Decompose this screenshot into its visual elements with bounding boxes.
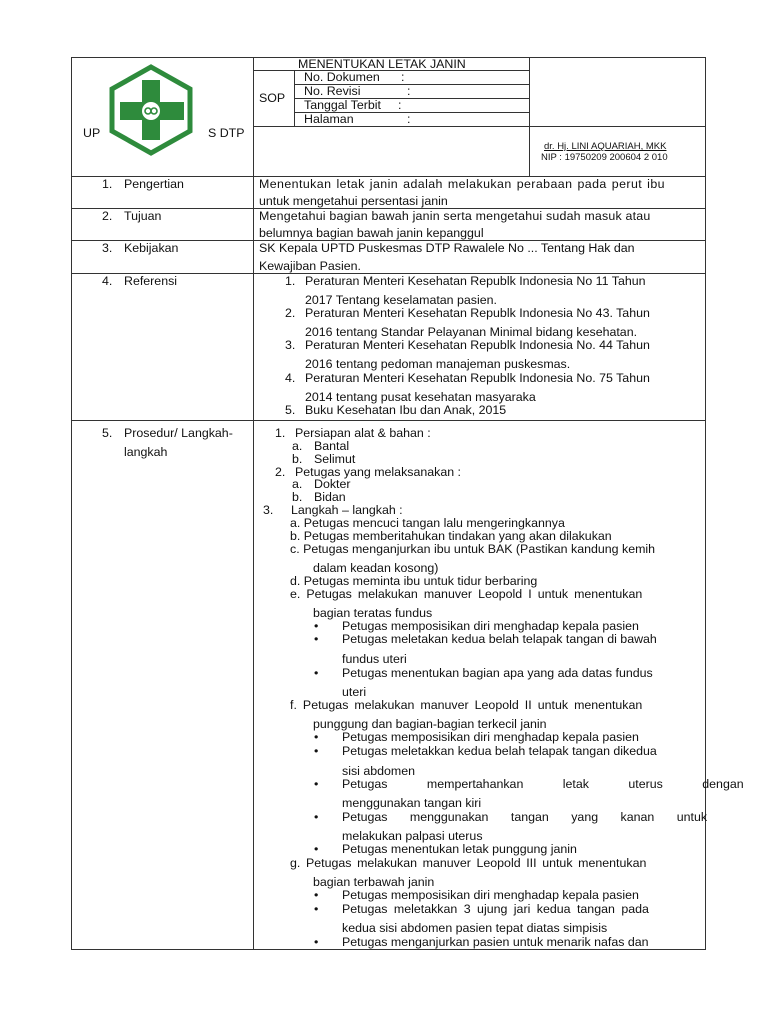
tujuan-text: belumnya bagian bawah janin kepanggul — [259, 226, 484, 240]
bullet-text: Petugas menganjurkan pasien untuk menarik nafas dan — [342, 935, 649, 949]
step-heading: Langkah – langkah : — [291, 503, 403, 517]
pengertian-text: untuk mengetahui persentasi janin — [259, 194, 448, 208]
section-label-referensi: Referensi — [124, 274, 178, 288]
pengertian-text: Menentukan letak janin adalah melakukan perabaan pada perut ibu — [259, 177, 665, 191]
institution-name-right: S DTP — [208, 126, 245, 140]
section-label-kebijakan: Kebijakan — [124, 241, 179, 255]
reference-number: 4. — [285, 371, 296, 385]
bullet-icon: • — [314, 632, 319, 646]
section-label-pengertian: Pengertian — [124, 177, 184, 191]
health-cross-logo-icon — [106, 64, 196, 156]
bullet-text: Petugas menentukan bagian apa yang ada datas fundus — [342, 666, 653, 680]
bullet-text: Petugas memposisikan diri menghadap kepala pasien — [342, 730, 639, 744]
reference-item: Peraturan Menteri Kesehatan Republk Indonesia No. 75 Tahun — [305, 371, 650, 385]
bullet-icon: • — [314, 777, 319, 791]
bullet-icon: • — [314, 902, 319, 916]
bullet-text: Petugas menentukan letak punggung janin — [342, 842, 577, 856]
reference-number: 1. — [285, 274, 296, 288]
bullet-icon: • — [314, 888, 319, 902]
substep-text: g. Petugas melakukan manuver Leopold III untuk menentukan — [290, 856, 647, 870]
signer-nip: NIP : 19750209 200604 2 010 — [541, 152, 668, 163]
reference-number: 3. — [285, 338, 296, 352]
substep-text: Selimut — [314, 452, 356, 466]
institution-name-left: UP — [83, 126, 101, 140]
section-number: 4. — [102, 274, 113, 288]
bullet-text: Petugas memposisikan diri menghadap kepala pasien — [342, 888, 639, 902]
bullet-text: Petugas mempertahankan letak uterus dengan — [342, 777, 744, 791]
bullet-text: Petugas meletakan kedua belah telapak tangan di bawah — [342, 632, 657, 646]
step-number: 2. — [275, 465, 286, 479]
bullet-icon: • — [314, 810, 319, 824]
section-number: 5. — [102, 426, 113, 440]
kebijakan-text: SK Kepala UPTD Puskesmas DTP Rawalele No ... Tentang Hak dan — [259, 241, 635, 255]
substep-text: dalam keadan kosong) — [313, 561, 439, 575]
substep-letter: a. — [292, 439, 303, 453]
reference-number: 5. — [285, 403, 296, 417]
kebijakan-text: Kewajiban Pasien. — [259, 259, 361, 273]
reference-item: 2014 tentang pusat kesehatan masyaraka — [305, 390, 536, 404]
section-label-prosedur: Prosedur/ Langkah- — [124, 426, 233, 440]
signer-name: dr. Hj. LINI AQUARIAH, MKK — [544, 141, 667, 152]
substep-text: punggung dan bagian-bagian terkecil janin — [313, 717, 547, 731]
substep-letter: b. — [292, 452, 303, 466]
field-no-dokumen: No. Dokumen — [304, 70, 380, 84]
substep-letter: a. — [292, 477, 303, 491]
substep-text: d. Petugas meminta ibu untuk tidur berbaring — [290, 574, 538, 588]
bullet-text: Petugas menggunakan tangan yang kanan untuk — [342, 810, 708, 824]
substep-text: e. Petugas melakukan manuver Leopold I untuk menentukan — [290, 587, 643, 601]
sop-label: SOP — [259, 91, 286, 105]
bullet-icon: • — [314, 730, 319, 744]
bullet-text: Petugas memposisikan diri menghadap kepala pasien — [342, 619, 639, 633]
document-title: MENENTUKAN LETAK JANIN — [298, 57, 466, 71]
field-halaman: Halaman — [304, 112, 354, 126]
step-heading: Petugas yang melaksanakan : — [295, 465, 462, 479]
bullet-icon: • — [314, 935, 319, 949]
field-halaman-colon: : — [407, 112, 411, 126]
substep-text: Dokter — [314, 477, 351, 491]
bullet-icon: • — [314, 744, 319, 758]
bullet-text: Petugas meletakkan kedua belah telapak tangan dikedua — [342, 744, 657, 758]
substep-letter: b. — [292, 490, 303, 504]
field-tanggal-terbit: Tanggal Terbit — [304, 98, 381, 112]
bullet-icon: • — [314, 842, 319, 856]
reference-item: 2017 Tentang keselamatan pasien. — [305, 293, 497, 307]
reference-item: 2016 tentang pedoman manajeman puskesmas. — [305, 357, 571, 371]
substep-text: bagian terbawah janin — [313, 875, 435, 889]
bullet-text: melakukan palpasi uterus — [342, 829, 483, 843]
section-number: 3. — [102, 241, 113, 255]
reference-item: 2016 tentang Standar Pelayanan Minimal bidang kesehatan. — [305, 325, 638, 339]
bullet-text: fundus uteri — [342, 652, 407, 666]
reference-item: Peraturan Menteri Kesehatan Republk Indonesia No 43. Tahun — [305, 306, 650, 320]
field-tanggal-terbit-colon: : — [398, 98, 402, 112]
reference-item: Buku Kesehatan Ibu dan Anak, 2015 — [305, 403, 507, 417]
bullet-text: uteri — [342, 685, 367, 699]
field-no-revisi: No. Revisi — [304, 84, 361, 98]
bullet-text: kedua sisi abdomen pasien tepat diatas simpisis — [342, 921, 608, 935]
substep-text: b. Petugas memberitahukan tindakan yang akan dilakukan — [290, 529, 612, 543]
reference-item: Peraturan Menteri Kesehatan Republk Indonesia No 11 Tahun — [305, 274, 646, 288]
bullet-icon: • — [314, 619, 319, 633]
bullet-text: Petugas meletakkan 3 ujung jari kedua tangan pada — [342, 902, 649, 916]
field-no-dokumen-colon: : — [401, 70, 405, 84]
bullet-icon: • — [314, 666, 319, 680]
reference-number: 2. — [285, 306, 296, 320]
bullet-text: sisi abdomen — [342, 764, 416, 778]
field-no-revisi-colon: : — [407, 84, 411, 98]
substep-text: Bidan — [314, 490, 346, 504]
bullet-text: menggunakan tangan kiri — [342, 796, 482, 810]
tujuan-text: Mengetahui bagian bawah janin serta mengetahui sudah masuk atau — [259, 209, 651, 223]
section-label-tujuan: Tujuan — [124, 209, 162, 223]
substep-text: f. Petugas melakukan manuver Leopold II untuk menentukan — [290, 698, 643, 712]
step-heading: Persiapan alat & bahan : — [295, 426, 431, 440]
substep-text: c. Petugas menganjurkan ibu untuk BAK (Pastikan kandung kemih — [290, 542, 656, 556]
section-number: 2. — [102, 209, 113, 223]
reference-item: Peraturan Menteri Kesehatan Republk Indonesia No. 44 Tahun — [305, 338, 650, 352]
substep-text: a. Petugas mencuci tangan lalu mengeringkannya — [290, 516, 565, 530]
substep-text: Bantal — [314, 439, 350, 453]
section-number: 1. — [102, 177, 113, 191]
substep-text: bagian teratas fundus — [313, 606, 433, 620]
step-number: 1. — [275, 426, 286, 440]
section-label-prosedur: langkah — [124, 445, 168, 459]
step-number: 3. — [263, 503, 274, 517]
